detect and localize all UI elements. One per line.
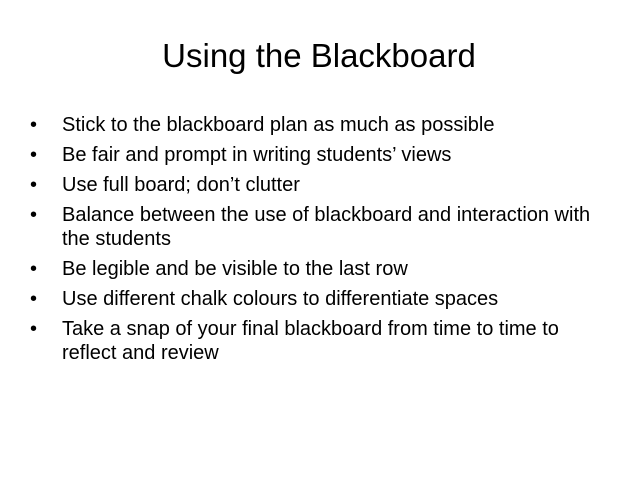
bullet-dot-icon: •	[30, 204, 38, 226]
bullet-text: Use full board; don’t clutter	[62, 174, 300, 196]
bullet-item	[30, 173, 615, 197]
bullet-dot-icon: •	[30, 114, 38, 136]
bullet-dot-icon: •	[30, 258, 38, 280]
bullet-text: Take a snap of your final blackboard from time to time to reflect and review	[62, 318, 559, 364]
bullet-dot-icon: •	[30, 174, 38, 196]
bullet-text: Be fair and prompt in writing students’ views	[62, 144, 452, 166]
slide-title: Using the Blackboard	[162, 37, 476, 74]
bullet-dot-icon: •	[30, 318, 38, 340]
bullet-item	[30, 287, 615, 311]
bullet-text: Stick to the blackboard plan as much as possible	[62, 114, 495, 136]
bullet-item	[30, 143, 615, 167]
bullet-item	[30, 317, 615, 365]
bullet-text: Use different chalk colours to differentiate spaces	[62, 288, 499, 310]
bullet-dot-icon: •	[30, 288, 38, 310]
bullet-text: Balance between the use of blackboard and interaction with the students	[62, 204, 591, 250]
bullet-item	[30, 113, 615, 137]
bullet-item	[30, 203, 615, 251]
bullet-text: Be legible and be visible to the last row	[62, 258, 408, 280]
bullet-dot-icon: •	[30, 144, 38, 166]
bullet-item	[30, 257, 615, 281]
bullet-list	[30, 113, 615, 371]
